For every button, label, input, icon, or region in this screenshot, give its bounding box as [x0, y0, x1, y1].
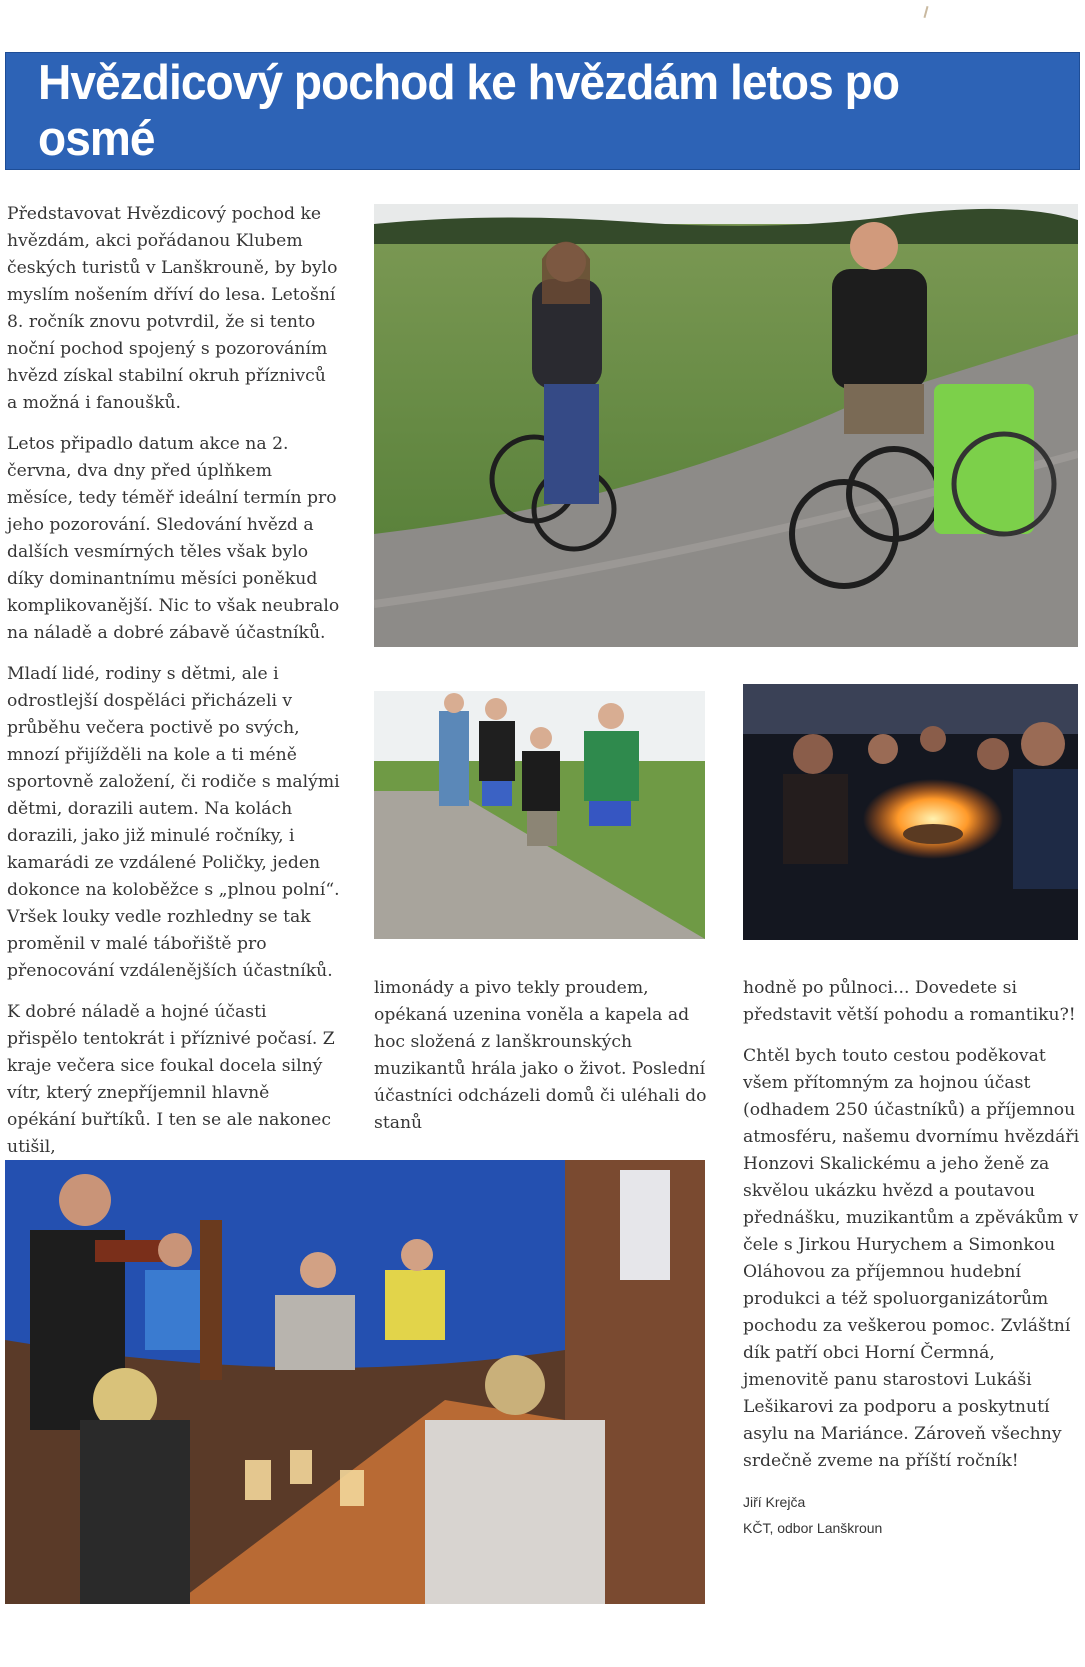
text-column-3 — [743, 975, 1083, 1541]
photo-campfire — [743, 684, 1078, 940]
signature — [743, 1489, 1083, 1541]
title-banner — [5, 52, 1080, 170]
author-affiliation: KČT, odbor Lanškroun — [743, 1520, 883, 1536]
photo-kids-group — [374, 691, 705, 939]
text-column-2 — [374, 975, 708, 1151]
paragraph: Letos připadlo datum akce na 2. června, dva dny před úplňkem měsíce, tedy téměř ideální termín pro jeho pozorování. Sledování hvězd a dalších vesmírných těles však bylo díky dominantnímu měsíci poněkud komplikovanější. Nic to však neubralo na náladě a dobré zábavě účastníků. — [7, 434, 340, 643]
author-name: Jiří Krejča — [743, 1494, 806, 1510]
article-title: Hvězdicový pochod ke hvězdám letos po osmé — [38, 56, 900, 166]
paragraph: limonády a pivo tekly proudem, opékaná uzenina voněla a kapela ad hoc složená z lanškrounských muzikantů hrála jako o život. Poslední účastníci odcházeli domů či uléhali do stanů — [374, 978, 707, 1133]
paragraph: Mladí lidé, rodiny s dětmi, ale i odrostlejší dospěláci přicházeli v průběhu večera poctivě po svých, mnozí přijížděli na kole a ti méně sportovně založení, či rodiče s malými dětmi, dorazili autem. Na kolách dorazili, jako již minulé ročníky, i kamarádi ze vzdálené Poličky, jeden dokonce na koloběžce s „plnou polní“. Vršek louky vedle rozhledny se tak proměnil v malé tábořiště pro přenocování vzdálenějších účastníků. — [7, 664, 340, 981]
text-column-1 — [7, 201, 341, 1175]
scan-mark — [923, 6, 928, 18]
paragraph: hodně po půlnoci... Dovedete si představit větší pohodu a romantiku?! — [743, 978, 1076, 1025]
paragraph: Představovat Hvězdicový pochod ke hvězdám, akci pořádanou Klubem českých turistů v Lanškrouně, by bylo myslím nošením dříví do lesa. Letošní 8. ročník znovu potvrdil, že si tento noční pochod spojený s pozorováním hvězd získal stabilní okruh příznivců a možná i fanoušků. — [7, 204, 338, 413]
photo-cyclists — [374, 204, 1078, 647]
paragraph: K dobré náladě a hojné účasti přispělo tentokrát i příznivé počasí. Z kraje večera sice foukal docela silný vítr, který znepříjemnil hlavně opékání buřtíků. I ten se ale nakonec utišil, — [7, 1002, 335, 1157]
photo-musicians — [5, 1160, 705, 1604]
paragraph: Chtěl bych touto cestou poděkovat všem přítomným za hojnou účast (odhadem 250 účastníků) a příjemnou atmosféru, našemu dvornímu hvězdáři Honzovi Skalickému a jeho ženě za skvělou ukázku hvězd a poutavou přednášku, muzikantům a zpěvákům v čele s Jirkou Hurychem a Simonkou Oláhovou za příjemnou hudební produkci a též spoluorganizátorům pochodu za veškerou pomoc. Zvláštní dík patří obci Horní Čermná, jmenovitě panu starostovi Lukáši Lešikarovi za podporu a poskytnutí asylu na Mariánce. Zároveň všechny srdečně zveme na příští ročník! — [743, 1046, 1080, 1471]
